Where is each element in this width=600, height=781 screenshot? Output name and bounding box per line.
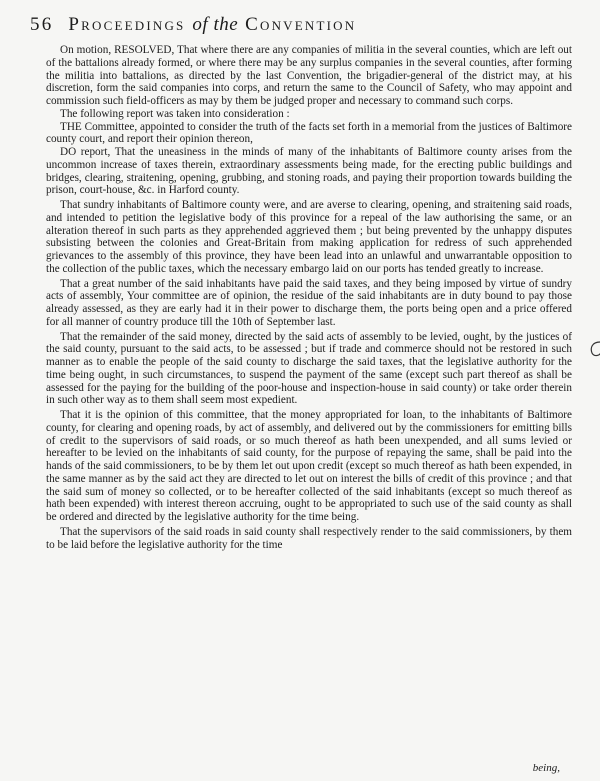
paragraph-remainder: That the remainder of the said money, directed by the said acts of assembly to be levied, ought, by the justices of the said county, pursuant to the said acts, to be assessed ; but if trade and commerce should not be restored in such manner as to enable the people of the said county to discharge the said taxes, that the legislative authority for the time being ought, in such circumstances, to suspend the payment of the same (except such part thereof as shall be assessed for the paying for the building of the poor-house and inspection-house in said county) or take order therein in such other way as to them shall seem most expedient.	[46, 330, 572, 407]
header-title-proceedings: Proceedings	[68, 14, 186, 35]
paragraph-sundry-inhabitants: That sundry inhabitants of Baltimore county were, and are averse to clearing, opening, and straitening said roads, and intended to petition the legislative body of this province for a repeal of the law authorising the same, or an alteration thereof in such parts as they apprehended aggrieved them ; but being prevented by the unhappy disputes subsisting between the colonies and Great-Britain from making application for redress of such apprehended grievances to the assembly of this province, they have been lead into an unlawful and unwarrantable opposition to the collection of the public taxes, which the necessary embargo laid on our ports has tended greatly to increase.	[46, 199, 572, 275]
page-header	[30, 14, 570, 40]
catchword: being,	[532, 762, 560, 774]
header-title-of-the: of the	[192, 14, 239, 35]
document-body	[46, 44, 572, 551]
paragraph-supervisors: That the supervisors of the said roads in said county shall respectively render to the said commissioners, by them to be laid before the legislative authority for the time	[46, 525, 572, 551]
paragraph-opinion-loan: That it is the opinion of this committee, that the money appropriated for loan, to the inhabitants of Baltimore county, for clearing and opening roads, by act of assembly, and delivered out by the commissioners for emitting bills of credit to the supervisors of said roads, or so much thereof as hath been unexpended, and all sums levied or hereafter to be levied on the inhabitants of said county, for the purpose of repaying the same, shall be paid into the hands of the said commissioners, to be by them let out upon credit (except so much thereof as hath been expended, in the same manner as by the said act they are directed to let out on interest the bills of credit of this province ; and that the said sum of money so collected, or to be hereafter collected of the said inhabitants (except so much thereof as hath been expended) with interest thereon accruing, ought to be appropriated to such use of the said county as shall be ordered and directed by the legislative authority for the time being.	[46, 409, 572, 523]
bracket-mark-icon	[588, 340, 600, 358]
header-title-convention: Convention	[245, 14, 357, 35]
page-number: 56	[30, 14, 54, 35]
paragraph-report-intro: The following report was taken into consideration :	[60, 107, 290, 120]
paragraph-militia-resolution: On motion, RESOLVED, That where there are any companies of militia in the several counties, which are left out of the battalions already formed, or where there may be any surplus companies in the several counties, after forming the militia into battalions, as directed by the last Convention, the brigadier-general of the district may, at his discretion, form the said companies into corps, and return the same to the Council of Safety, who may appoint and commission such field-officers as may by them be judged proper and necessary to command such corps.	[46, 44, 572, 107]
paragraph-do-report: DO report, That the uneasiness in the minds of many of the inhabitants of Baltimore county arises from the uncommon increase of taxes therein, extraordinary assessments being made, for the erecting public buildings and bridges, clearing, straitening, opening, grubbing, and stoning roads, and paying their proportion towards building the prison, court-house, &c. in Harford county.	[46, 146, 572, 197]
paragraph-great-number: That a great number of the said inhabitants have paid the said taxes, and they being imposed by virtue of sundry acts of assembly, Your committee are of opinion, the residue of the said inhabitants are in duty bound to pay those already assessed, as they are early had it in their power to discharge them, the ports being open and a price offered for all manner of country produce till the 10th of September last.	[46, 277, 572, 328]
paragraph-committee: THE Committee, appointed to consider the truth of the facts set forth in a memorial from the justices of Baltimore county court, and report their opinion thereon,	[46, 120, 572, 146]
